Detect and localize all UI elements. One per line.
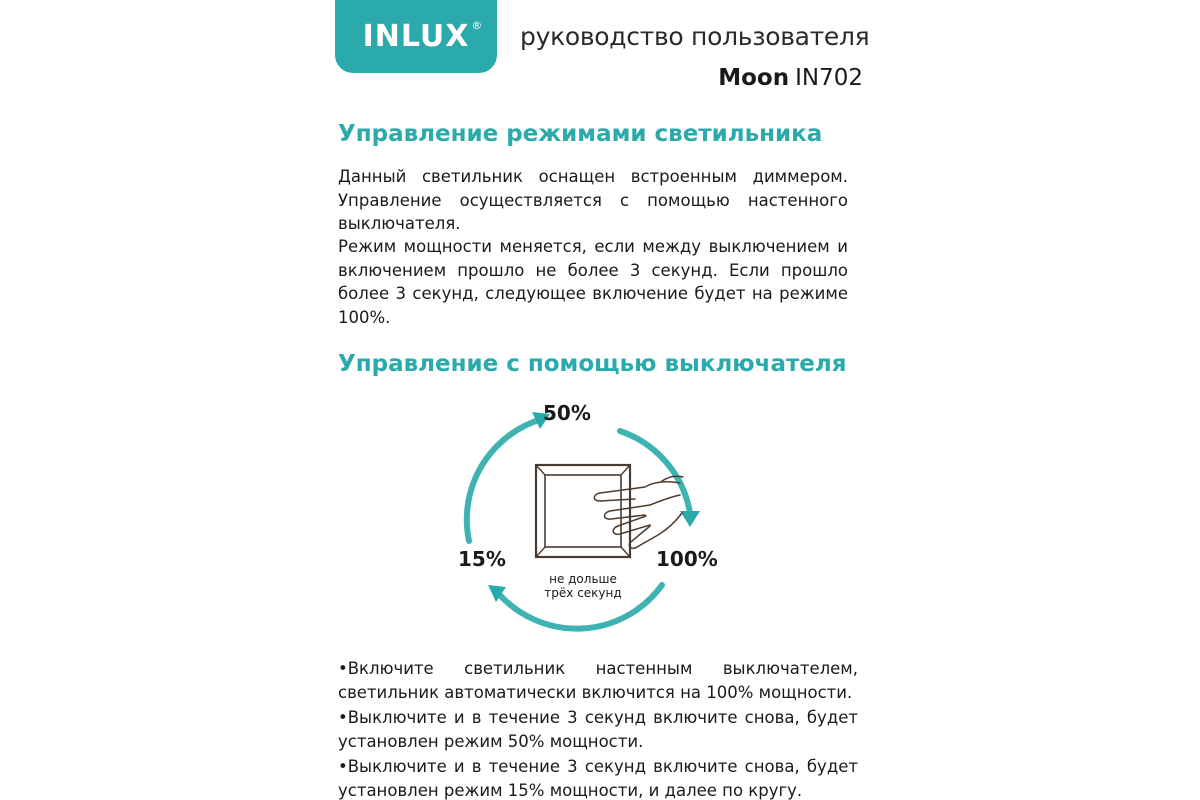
model-line: [718, 65, 863, 91]
switch-cycle-diagram: [450, 395, 740, 645]
label-100-percent: 100%: [656, 547, 718, 571]
brand-logo: [335, 0, 497, 73]
model-name: Moon: [718, 65, 790, 91]
registered-mark: ®: [471, 19, 484, 32]
section-title-switch: Управление с помощью выключателя: [338, 351, 847, 377]
timing-note-line2: трёх секунд: [544, 586, 622, 600]
paragraph-dimmer: Данный светильник оснащен встроенным диммером. Управление осуществляется с помощью настенного выключателя.: [338, 167, 848, 233]
timing-note-line1: не дольше: [549, 572, 617, 586]
paragraph-power-mode: Режим мощности меняется, если между выключением и включением прошло не более 3 секунд. Если прошло более 3 секунд, следующее включение будет на режиме 100%.: [338, 237, 848, 327]
instruction-item: •Включите светильник настенным выключателем, светильник автоматически включится на 100% мощности.: [338, 659, 858, 702]
hand-icon: [594, 476, 683, 548]
label-50-percent: 50%: [543, 401, 591, 425]
cycle-arrow-icon: [450, 395, 740, 645]
timing-note: [538, 572, 628, 600]
light-switch-icon: [536, 465, 630, 557]
model-code: IN702: [795, 65, 863, 91]
label-15-percent: 15%: [458, 547, 506, 571]
instruction-item: •Выключите и в течение 3 секунд включите снова, будет установлен режим 50% мощности.: [338, 708, 858, 751]
instruction-item: •Выключите и в течение 3 секунд включите снова, будет установлен режим 15% мощности, и далее по кругу.: [338, 757, 858, 800]
instruction-list: [338, 657, 858, 800]
logo-text: INLUX ®: [362, 19, 484, 54]
document-title: руководство пользователя: [520, 22, 870, 51]
section-title-modes: Управление режимами светильника: [338, 121, 823, 147]
